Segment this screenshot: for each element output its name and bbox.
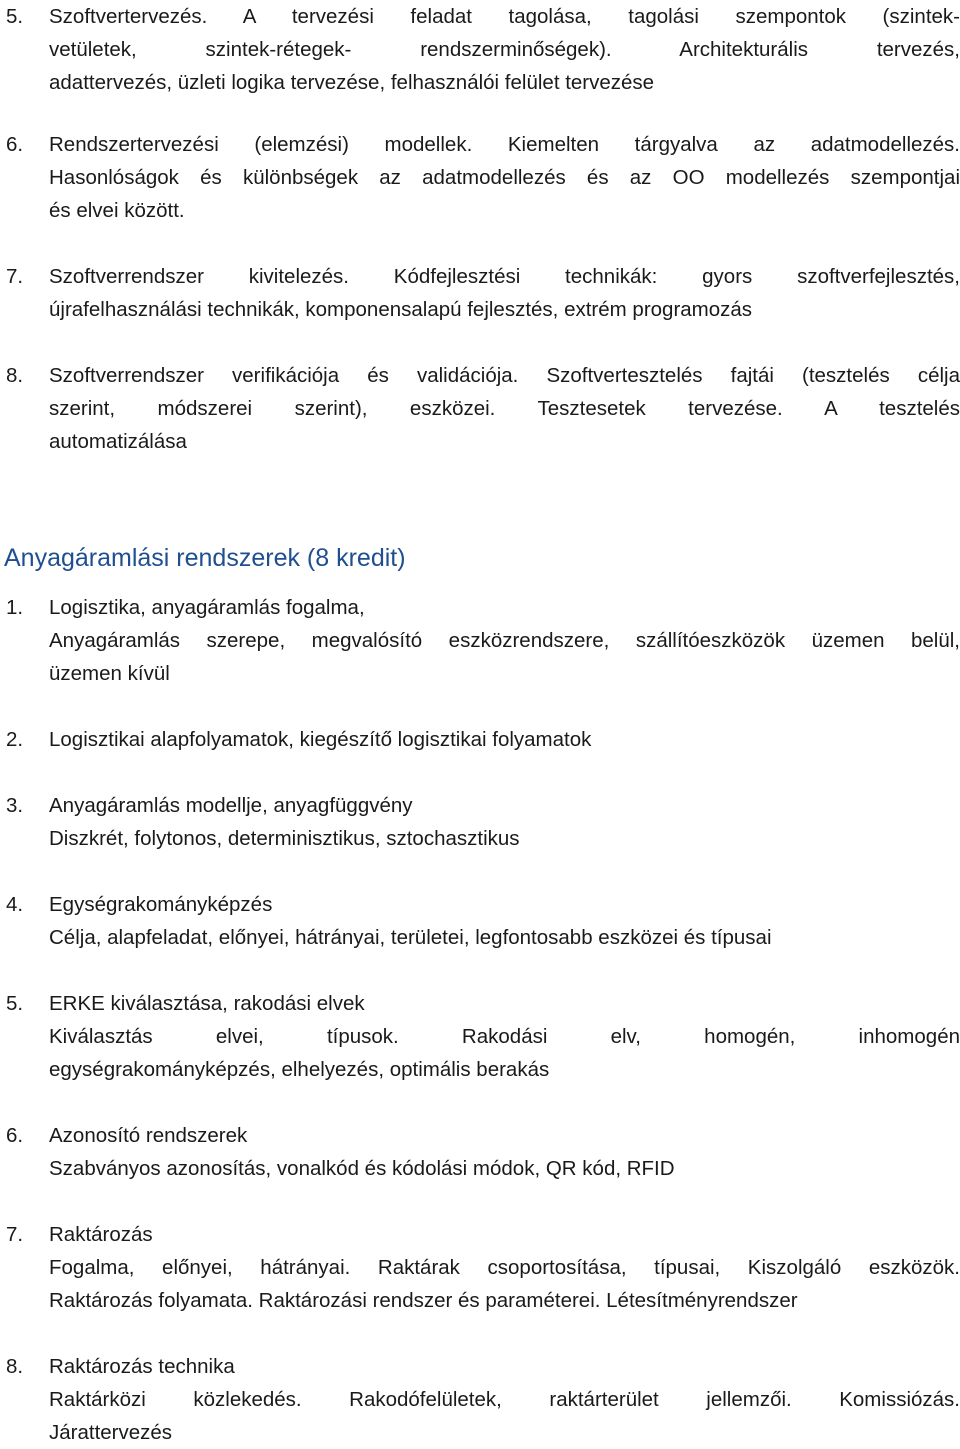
item-number: 8. [6,364,24,387]
list-item-8b [0,1350,960,1449]
item-line: Rendszertervezési (elemzési) modellek. Kiemelten tárgyalva az adatmodellezés. [49,133,960,156]
list-item-3 [0,789,960,855]
item-line: Egységrakományképzés [49,893,273,916]
item-line: üzemen kívül [49,662,170,685]
item-line: Logisztikai alapfolyamatok, kiegészítő logisztikai folyamatok [49,728,592,751]
item-line: Anyagáramlás szerepe, megvalósító eszközrendszere, szállítóeszközök üzemen belül, [49,629,960,652]
list-item-7 [0,260,960,326]
item-line: szerint, módszerei szerint), eszközei. Tesztesetek tervezése. A tesztelés [49,397,960,420]
item-line: Raktározás technika [49,1355,235,1378]
list-item-6b [0,1119,960,1185]
item-line: Célja, alapfeladat, előnyei, hátrányai, területei, legfontosabb eszközei és típusai [49,926,772,949]
item-number: 5. [6,5,24,28]
item-line: Kiválasztás elvei, típusok. Rakodási elv, homogén, inhomogén [49,1025,960,1048]
item-number: 6. [6,133,24,156]
list-item-5 [0,0,960,99]
list-item-6 [0,128,960,227]
item-line: Azonosító rendszerek [49,1124,248,1147]
item-number: 4. [6,893,24,916]
item-line: automatizálása [49,430,187,453]
item-number: 2. [6,728,24,751]
item-line: ERKE kiválasztása, rakodási elvek [49,992,365,1015]
item-line: Járattervezés [49,1421,173,1444]
list-item-8 [0,359,960,458]
item-line: egységrakományképzés, elhelyezés, optimális berakás [49,1058,550,1081]
item-number: 5. [6,992,24,1015]
item-line: újrafelhasználási technikák, komponensalapú fejlesztés, extrém programozás [49,298,753,321]
item-number: 8. [6,1355,24,1378]
item-line: Szabványos azonosítás, vonalkód és kódolási módok, QR kód, RFID [49,1157,675,1180]
item-number: 6. [6,1124,24,1147]
item-line: Raktározás [49,1223,153,1246]
item-line: adattervezés, üzleti logika tervezése, felhasználói felület tervezése [49,71,655,94]
list-item-1 [0,591,960,690]
item-line: és elvei között. [49,199,185,222]
item-number: 1. [6,596,24,619]
item-line: Diszkrét, folytonos, determinisztikus, sztochasztikus [49,827,520,850]
list-item-5b [0,987,960,1086]
item-line: Szoftverrendszer verifikációja és validációja. Szoftvertesztelés fajtái (tesztelés célja [49,364,960,387]
item-line: vetületek, szintek-rétegek- rendszerminőségek). Architekturális tervezés, [49,38,960,61]
section-heading: Anyagáramlási rendszerek (8 kredit) [4,544,406,572]
item-line: Szoftvertervezés. A tervezési feladat tagolása, tagolási szempontok (szintek- [49,5,960,28]
item-number: 7. [6,1223,24,1246]
list-item-2 [0,723,960,756]
item-line: Anyagáramlás modellje, anyagfüggvény [49,794,413,817]
item-line: Raktárközi közlekedés. Rakodófelületek, raktárterület jellemzői. Komissiózás. [49,1388,960,1411]
item-line: Szoftverrendszer kivitelezés. Kódfejlesztési technikák: gyors szoftverfejlesztés, [49,265,960,288]
list-item-7b [0,1218,960,1317]
item-number: 7. [6,265,24,288]
item-number: 3. [6,794,24,817]
item-line: Logisztika, anyagáramlás fogalma, [49,596,365,619]
item-line: Raktározás folyamata. Raktározási rendszer és paraméterei. Létesítményrendszer [49,1289,798,1312]
item-line: Hasonlóságok és különbségek az adatmodellezés és az OO modellezés szempontjai [49,166,960,189]
item-line: Fogalma, előnyei, hátrányai. Raktárak csoportosítása, típusai, Kiszolgáló eszközök. [49,1256,960,1279]
list-item-4 [0,888,960,954]
